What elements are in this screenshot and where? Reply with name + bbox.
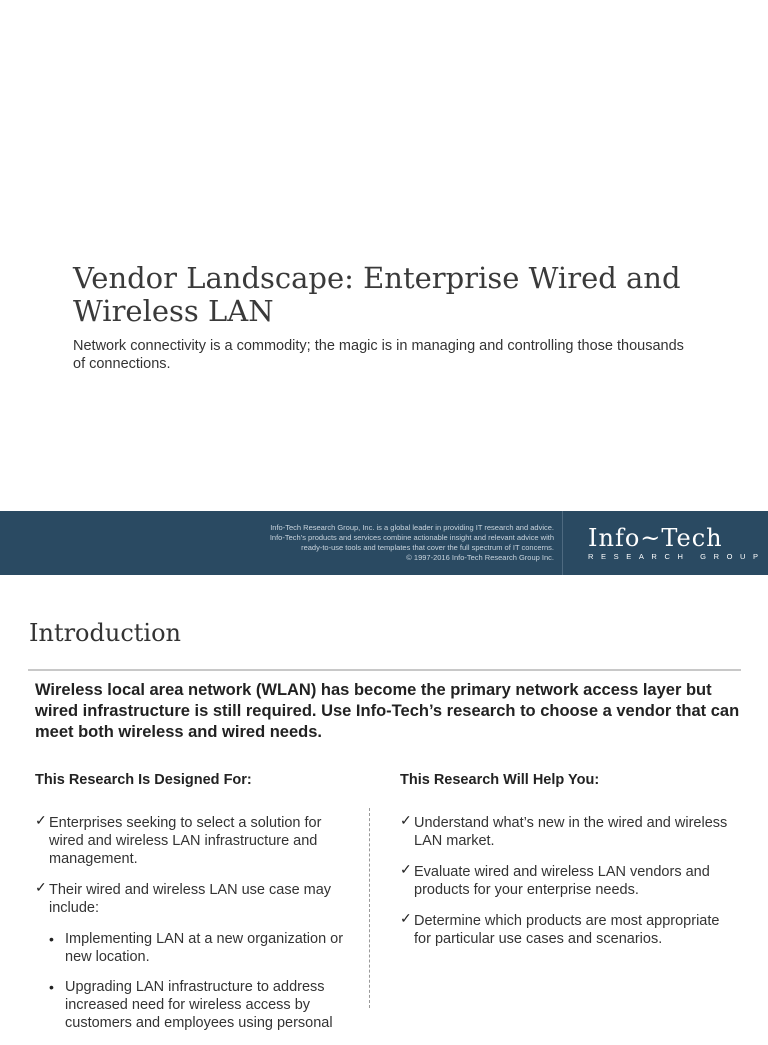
list-item-text: Evaluate wired and wireless LAN vendors and products for your enterprise needs.: [414, 864, 710, 898]
bullet-icon: •: [49, 979, 54, 995]
heading-rule: [28, 669, 741, 671]
logo-wordmark: Info~Tech: [588, 524, 723, 552]
checkmark-icon: ✓: [400, 910, 412, 926]
checkmark-icon: ✓: [35, 812, 47, 828]
page-subtitle: Network connectivity is a commodity; the magic is in managing and controlling those thousands of connections.: [73, 338, 684, 372]
title-block: [73, 262, 693, 373]
sub-list-item: [49, 930, 355, 966]
banner-line: Info-Tech’s products and services combine actionable insight and relevant advice with: [269, 533, 554, 542]
list-item: [35, 881, 355, 1032]
sub-list-item-text: Implementing LAN at a new organization or new location.: [65, 931, 344, 965]
designed-for-list: [35, 814, 355, 1045]
list-item: [400, 863, 740, 899]
designed-for-heading: This Research Is Designed For:: [35, 772, 252, 788]
sub-list-item-text: Upgrading LAN infrastructure to address increased need for wireless access by customers and employees using personal: [65, 979, 333, 1031]
column-divider: [369, 808, 370, 1008]
bullet-icon: •: [49, 931, 54, 947]
banner-divider: [562, 511, 563, 575]
help-you-list: [400, 814, 740, 961]
logo-tagline: RESEARCH GROUP: [588, 552, 766, 561]
checkmark-icon: ✓: [400, 812, 412, 828]
list-item: [400, 814, 740, 850]
banner-line: Info-Tech Research Group, Inc. is a global leader in providing IT research and advice.: [270, 523, 554, 532]
page-title: Vendor Landscape: Enterprise Wired and Wireless LAN: [73, 261, 681, 328]
list-item-text: Their wired and wireless LAN use case may include:: [49, 882, 332, 916]
introduction-heading: Introduction: [29, 619, 181, 647]
footer-banner: [0, 511, 768, 575]
help-you-heading: This Research Will Help You:: [400, 772, 600, 788]
banner-line: © 1997-2016 Info-Tech Research Group Inc.: [406, 553, 554, 562]
use-case-list: [49, 930, 355, 1032]
list-item: [400, 912, 740, 948]
banner-disclaimer: [214, 523, 554, 563]
checkmark-icon: ✓: [35, 879, 47, 895]
list-item-text: Determine which products are most appropriate for particular use cases and scenarios.: [414, 913, 720, 947]
info-tech-logo: [588, 525, 766, 562]
list-item-text: Enterprises seeking to select a solution for wired and wireless LAN infrastructure and management.: [49, 815, 322, 867]
list-item-text: Understand what’s new in the wired and wireless LAN market.: [414, 815, 728, 849]
intro-lead-text: Wireless local area network (WLAN) has become the primary network access layer but wired infrastructure is still required. Use Info-Tech’s research to choose a vendor that can meet both wireless and wired needs.: [35, 681, 740, 741]
list-item: [35, 814, 355, 868]
checkmark-icon: ✓: [400, 861, 412, 877]
banner-line: ready-to-use tools and templates that cover the full spectrum of IT concerns.: [301, 543, 554, 552]
